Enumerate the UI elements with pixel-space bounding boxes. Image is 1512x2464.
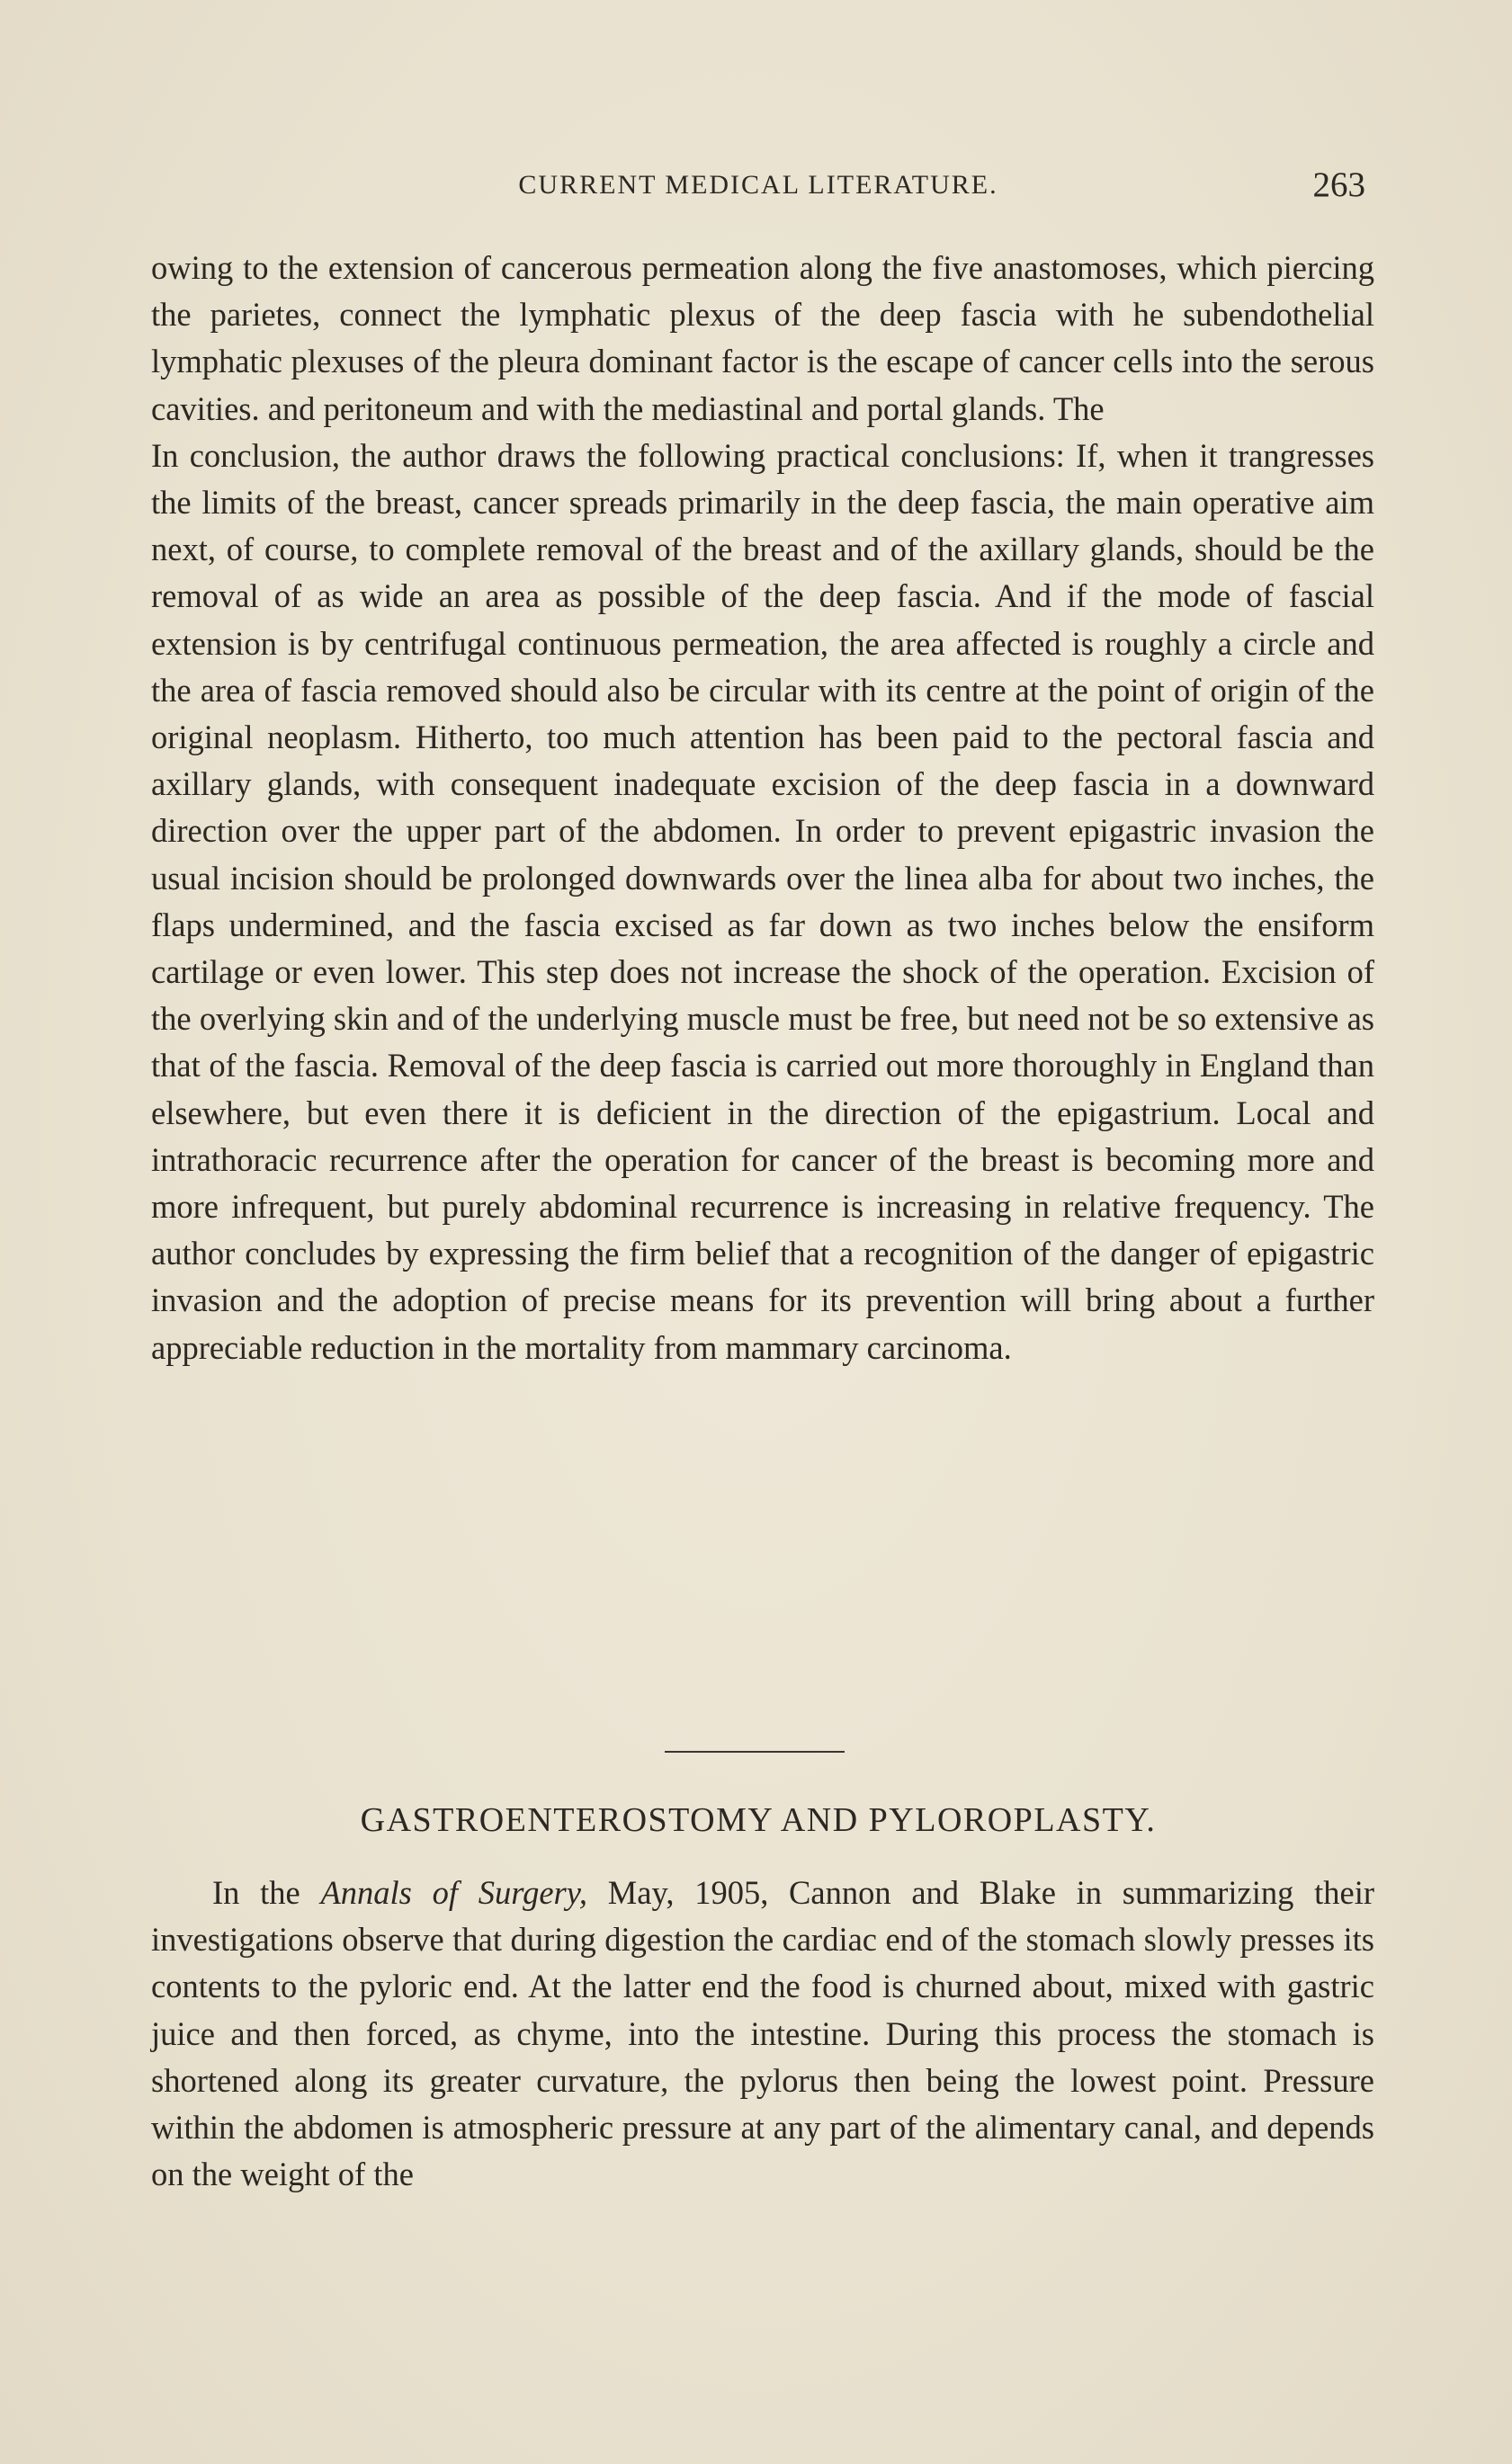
article-paragraph xyxy=(151,1870,1374,2198)
para-rest: May, 1905, Cannon and Blake in summarizing their investigations observe that during digestion the cardiac end of the stomach slowly presses its contents to the pyloric end. At the latter end the food is churned about, mixed with gastric juice and then forced, as chyme, into the intestine. During this process the stomach is shortened along its greater curvature, the pylorus then being the lowest point. Pressure within the abdomen is atmospheric pressure at any part of the alimentary canal, and depends on the weight of the xyxy=(151,1874,1374,2193)
running-head xyxy=(151,165,1365,210)
page-number: 263 xyxy=(1312,165,1365,204)
section-heading: GASTROENTEROSTOMY AND PYLOROPLASTY. xyxy=(360,1801,1157,1839)
paragraph-1: owing to the extension of cancerous permeation along the five anastomoses, which piercing the parietes, connect the lymphatic plexus of the deep fascia with he subendothelial lymphatic plexuses of the pleura dominant factor is the escape of cancer cells into the serous cavities. and peritoneum and with the mediastinal and portal glands. The xyxy=(151,249,1374,427)
paragraph-2: In conclusion, the author draws the following practical conclusions: If, when it trangresses the limits of the breast, cancer spreads primarily in the deep fascia, the main operative aim next, of course, to complete removal of the breast and of the axillary glands, should be the removal of as wide an area as possible of the deep fascia. And if the mode of fascial extension is by centrifugal continuous permeation, the area affected is roughly a circle and the area of fascia removed should also be circular with its centre at the point of origin of the original neoplasm. Hitherto, too much attention has been paid to the pectoral fascia and axillary glands, with consequent inadequate excision of the deep fascia in a downward direction over the upper part of the abdomen. In order to prevent epigastric invasion the usual incision should be prolonged downwards over the linea alba for about two inches, the flaps undermined, and the fascia excised as far down as two inches below the ensiform cartilage or even lower. This step does not increase the shock of the operation. Excision of the overlying skin and of the underlying muscle must be free, but need not be so extensive as that of the fascia. Removal of the deep fascia is carried out more thoroughly in England than elsewhere, but even there it is deficient in the direction of the epigastrium. Local and intrathoracic recurrence after the operation for cancer of the breast is becoming more and more infrequent, but purely abdominal recurrence is increasing in relative frequency. The author concludes by expressing the firm belief that a recognition of the danger of epigastric invasion and the adoption of precise means for its prevention will bring about a further appreciable reduction in the mortality from mammary carcinoma. xyxy=(151,436,1374,1366)
article-continuation xyxy=(151,245,1374,1371)
para-lead: In the xyxy=(212,1874,321,1911)
running-title: CURRENT MEDICAL LITERATURE. xyxy=(518,170,998,200)
journal-title: Annals of Surgery, xyxy=(320,1874,588,1911)
section-divider xyxy=(665,1751,845,1753)
article-body xyxy=(151,1870,1374,2198)
